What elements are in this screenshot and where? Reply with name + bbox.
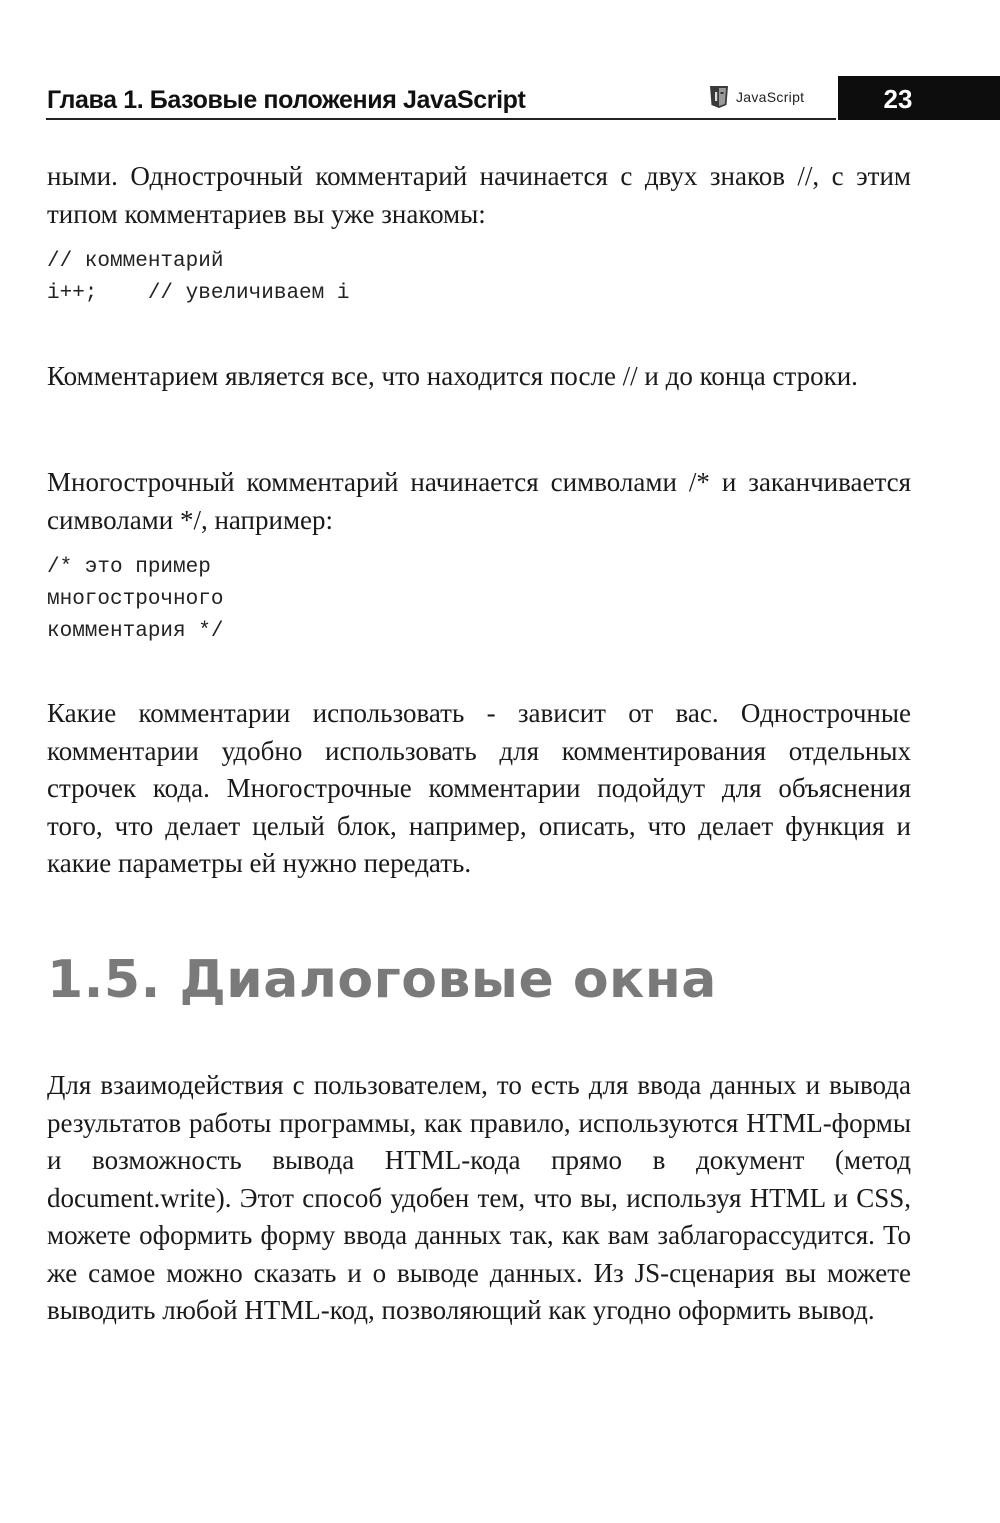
js-shield-icon: [708, 85, 730, 109]
header-rule: [46, 118, 836, 120]
paragraph-5: Для взаимодействия с пользователем, то есть для ввода данных и вывода результатов работы программы, как правило, используются HTML-формы и возможность вывода HTML-кода прямо в документ (метод document.write). Этот способ удобен тем, что вы, используя HTML и CSS, можете оформить форму ввода данных так, как вам заблагорассудится. То же самое можно сказать и о выводе данных. Из JS-сценария вы можете выводить любой HTML-код, позволяющий как угодно оформить вывод.: [47, 1070, 911, 1325]
paragraph-2: Комментарием является все, что находится после // и до конца строки.: [47, 361, 858, 391]
javascript-logo: [708, 85, 804, 109]
paragraph-1: ными. Однострочный комментарий начинается с двух знаков //, с этим типом комментариев вы уже знакомы:: [47, 161, 911, 229]
chapter-title: Глава 1. Базовые положения JavaScript: [47, 86, 526, 114]
code-block-multi-line: /* это пример многострочного комментария */: [47, 556, 224, 643]
code-block-single-line: // комментарий i++; // увеличиваем i: [47, 250, 350, 305]
paragraph-3: Многострочный комментарий начинается символами /* и заканчивается символами */, например:: [47, 467, 911, 535]
page-number-box: [838, 76, 1000, 120]
page-header: [0, 76, 1000, 122]
javascript-logo-text: JavaScript: [736, 89, 805, 105]
section-heading: 1.5. Диалоговые окна: [47, 950, 717, 1010]
page-number: 23: [883, 84, 913, 114]
paragraph-4: Какие комментарии использовать - зависит от вас. Однострочные комментарии удобно использовать для комментирования отдельных строчек кода. Многострочные комментарии подойдут для объяснения того, что делает целый блок, например, описать, что делает функция и какие параметры ей нужно передать.: [47, 698, 911, 878]
